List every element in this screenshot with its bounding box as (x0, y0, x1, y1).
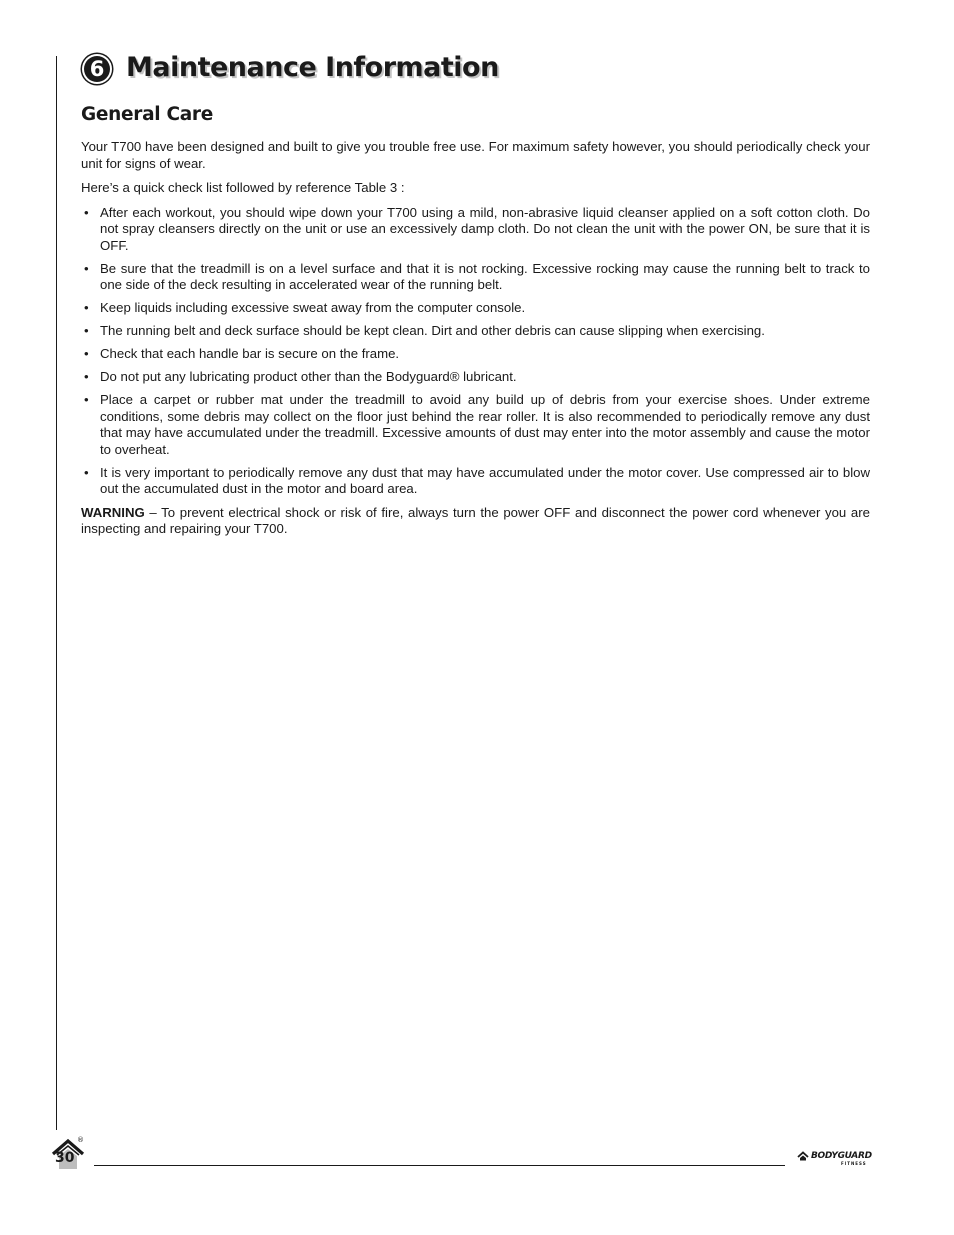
list-item-text: Keep liquids including excessive sweat away from the computer console. (100, 300, 526, 315)
checklist (81, 205, 870, 498)
bullet: • (84, 392, 89, 407)
list-item-text: Place a carpet or rubber mat under the treadmill to avoid any build up of debris from your exercise shoes. Under extreme conditions, some debris may collect on the floor just behind the rear roller. It is also recommended to periodically remove any dust that may have accumulated under the treadmill. Excessive amounts of dust may enter into the motor assembly and cause the motor to overheat. (100, 392, 870, 457)
section-number-badge: 6 (84, 56, 110, 82)
bullet: • (84, 369, 89, 384)
list-item (81, 465, 870, 498)
content-body (81, 139, 870, 546)
list-item-text: Check that each handle bar is secure on the frame. (100, 346, 400, 361)
list-item (81, 205, 870, 255)
warning-paragraph (81, 505, 870, 538)
bullet: • (84, 323, 89, 338)
list-item-text: Do not put any lubricating product other than the Bodyguard® lubricant. (100, 369, 517, 384)
list-item-text: After each workout, you should wipe down your T700 using a mild, non-abrasive liquid cleanser applied on a soft cotton cloth. Do not spray cleansers directly on the unit or use an excessively damp cloth. Do not clean the unit with the power ON, be sure that it is OFF. (100, 204, 870, 253)
bullet: • (84, 346, 89, 361)
registered-mark: ® (77, 1136, 84, 1144)
list-item-text: It is very important to periodically remove any dust that may have accumulated under the motor cover. Use compressed air to blow out the accumulated dust in the motor and board area. (100, 464, 870, 496)
list-item-text: Be sure that the treadmill is on a level surface and that it is not rocking. Excessive rocking may cause the running belt to track to one side of the deck resulting in accelerated wear of the running belt. (100, 260, 870, 292)
checklist-intro: Here’s a quick check list followed by reference Table 3 : (81, 180, 405, 195)
intro-paragraph: Your T700 have been designed and built to give you trouble free use. For maximum safety however, you should periodically check your unit for signs of wear. (81, 139, 870, 171)
bullet: • (84, 300, 89, 315)
list-item (81, 323, 870, 340)
page-title: Maintenance Information (126, 52, 499, 83)
list-item (81, 392, 870, 458)
footer-rule (94, 1165, 785, 1166)
margin-rule (56, 56, 57, 1130)
list-item (81, 346, 870, 363)
brand-logo (797, 1151, 872, 1166)
bullet: • (84, 260, 89, 276)
list-item (81, 369, 870, 386)
warning-label: WARNING (81, 504, 145, 520)
section-heading: General Care (81, 104, 213, 125)
warning-text: – To prevent electrical shock or risk of fire, always turn the power OFF and disconnect the power cord whenever you are inspecting and repairing your T700. (81, 504, 870, 536)
list-item-text: The running belt and deck surface should be kept clean. Dirt and other debris can cause slipping when exercising. (100, 323, 765, 338)
list-item (81, 261, 870, 294)
page-number: 30 (55, 1150, 75, 1166)
bullet: • (84, 204, 89, 220)
brand-mark-icon (797, 1151, 809, 1161)
list-item (81, 300, 870, 317)
page-header (84, 52, 499, 83)
brand-sub: FITNESS (841, 1161, 867, 1166)
brand-name: BODYGUARD (811, 1151, 872, 1161)
bullet: • (84, 464, 89, 480)
